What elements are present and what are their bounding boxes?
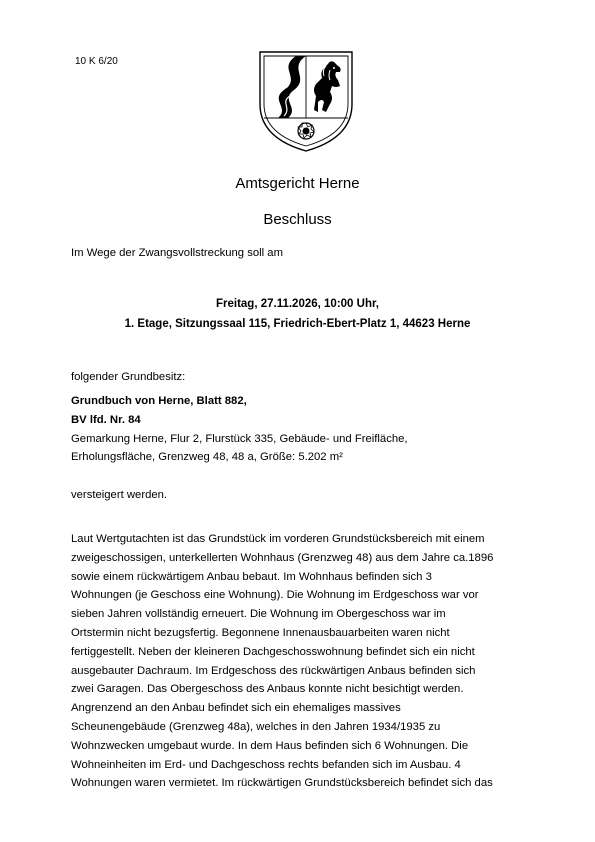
description-line: Scheunengebäude (Grenzweg 48a), welches in den Jahren 1934/1935 zu [71,720,441,733]
property-label: folgender Grundbesitz: [71,371,186,383]
description-paragraph [71,530,493,793]
description-line: fertiggestellt. Neben der kleineren Dachgeschosswohnung befindet sich ein nicht [71,645,475,658]
description-line: Wohnungen (je Geschoss eine Wohnung). Die Wohnung im Erdgeschoss war vor [71,589,479,602]
file-number: 10 K 6/20 [75,56,118,67]
description-line: zwei Garagen. Das Obergeschoss des Anbaus konnte nicht besichtigt werden. [71,683,464,696]
document-heading: Beschluss [263,211,332,228]
description-line: sieben Jahren vollständig erneuert. Die Wohnung im Obergeschoss war im [71,608,446,621]
item-number: BV lfd. Nr. 84 [71,413,141,426]
description-line: Wohnungen waren vermietet. Im rückwärtigen Grundstücksbereich befindet sich das [71,777,493,790]
description-line: Laut Wertgutachten ist das Grundstück im vorderen Grundstücksbereich mit einem [71,533,485,545]
court-name: Amtsgericht Herne [235,175,360,192]
description-line: sowie einem rückwärtigem Anbau bebaut. Im Wohnhaus befinden sich 3 [71,570,432,583]
land-register: Grundbuch von Herne, Blatt 882, [71,395,247,407]
nrw-coat-of-arms-icon [256,46,356,154]
appointment-location: 1. Etage, Sitzungssaal 115, Friedrich-Ebert-Platz 1, 44623 Herne [124,317,471,330]
property-detail: Erholungsfläche, Grenzweg 48, 48 a, Größe: 5.202 m² [71,451,343,464]
description-line: ausgebauter Dachraum. Im Erdgeschoss des rückwärtigen Anbaus befinden sich [71,664,476,677]
property-detail: Gemarkung Herne, Flur 2, Flurstück 335, Gebäude- und Freifläche, [71,432,408,445]
description-line: Wohnzwecken umgebaut wurde. In dem Haus befinden sich 6 Wohnungen. Die [71,739,469,752]
appointment-block [0,295,595,334]
description-line: Angrenzend an den Anbau befindet sich ein ehemaliges massives [71,702,401,715]
property-block [71,392,408,467]
appointment-date: Freitag, 27.11.2026, 10:00 Uhr, [215,298,380,310]
outcome-text: versteigert werden. [71,489,168,501]
description-line: zweigeschossigen, unterkellerten Wohnhaus (Grenzweg 48) aus dem Jahre ca.1896 [71,551,494,564]
description-line: Wohneinheiten im Erd- und Dachgeschoss rechts befanden sich im Ausbau. 4 [71,758,461,771]
intro-text: Im Wege der Zwangsvollstreckung soll am [71,247,284,259]
description-line: Ortstermin nicht bezugsfertig. Begonnene Innenausbauarbeiten waren nicht [71,626,450,639]
